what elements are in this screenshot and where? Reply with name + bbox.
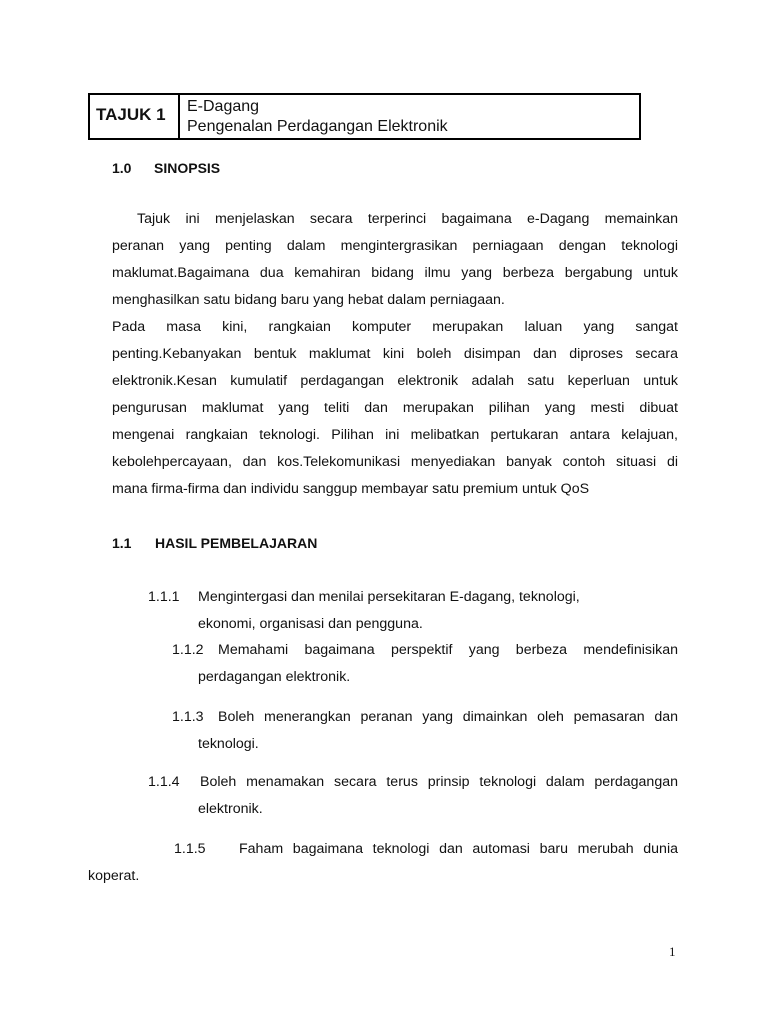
sinopsis-line: Pada masa kini, rangkaian komputer merupakan laluan yang sangat [112, 319, 678, 335]
section-number-sinopsis: 1.0 [112, 160, 132, 176]
outcome-text: ekonomi, organisasi dan pengguna. [198, 616, 423, 632]
sinopsis-line: menghasilkan satu bidang baru yang hebat dalam perniagaan. [112, 292, 505, 308]
sinopsis-line: elektronik.Kesan kumulatif perdagangan elektronik adalah satu keperluan untuk [112, 373, 678, 389]
topic-title-line1: E-Dagang [187, 98, 260, 115]
outcome-text: Mengintergasi dan menilai persekitaran E-dagang, teknologi, [198, 589, 580, 605]
outcome-text: Boleh menamakan secara terus prinsip teknologi dalam perdagangan [200, 774, 678, 790]
sinopsis-line: Tajuk ini menjelaskan secara terperinci bagaimana e-Dagang memainkan [137, 211, 678, 227]
section-title-sinopsis: SINOPSIS [154, 160, 221, 176]
sinopsis-paragraph [112, 206, 678, 503]
sinopsis-line: mana firma-firma dan individu sanggup membayar satu premium untuk QoS [112, 481, 590, 497]
sinopsis-line: mengenai rangkaian teknologi. Pilihan ini melibatkan pertukaran antara kelajuan, [112, 427, 678, 443]
outcome-number: 1.1.4 [148, 774, 180, 790]
outcome-number: 1.1.5 [174, 841, 206, 857]
outcome-number: 1.1.3 [172, 709, 204, 725]
outcome-number: 1.1.2 [172, 642, 204, 658]
page-number: 1 [669, 944, 676, 959]
outcome-text: perdagangan elektronik. [198, 669, 351, 685]
topic-header-box [88, 93, 641, 140]
outcome-text: Faham bagaimana teknologi dan automasi baru merubah dunia [239, 841, 678, 857]
outcome-text: Boleh menerangkan peranan yang dimainkan oleh pemasaran dan [218, 709, 678, 725]
outcome-text: elektronik. [198, 801, 263, 817]
sinopsis-line: kebolehpercayaan, dan kos.Telekomunikasi menyediakan banyak contoh situasi di [112, 454, 678, 470]
sinopsis-line: maklumat.Bagaimana dua kemahiran bidang ilmu yang berbeza bergabung untuk [112, 265, 678, 281]
sinopsis-line: penting.Kebanyakan bentuk maklumat kini boleh disimpan dan diproses secara [112, 346, 678, 362]
sinopsis-line: pengurusan maklumat yang teliti dan merupakan pilihan yang mesti dibuat [112, 400, 678, 416]
outcome-text: koperat. [88, 868, 140, 884]
topic-title [187, 97, 448, 137]
section-number-hasil: 1.1 [112, 535, 132, 551]
sinopsis-line: peranan yang penting dalam mengintergrasikan perniagaan dengan teknologi [112, 238, 678, 254]
section-title-hasil: HASIL PEMBELAJARAN [155, 535, 318, 551]
outcome-text: teknologi. [198, 736, 259, 752]
outcome-number: 1.1.1 [148, 589, 180, 605]
topic-title-line2: Pengenalan Perdagangan Elektronik [187, 118, 448, 135]
outcome-text: Memahami bagaimana perspektif yang berbeza mendefinisikan [218, 642, 678, 658]
topic-label: TAJUK 1 [90, 95, 180, 138]
